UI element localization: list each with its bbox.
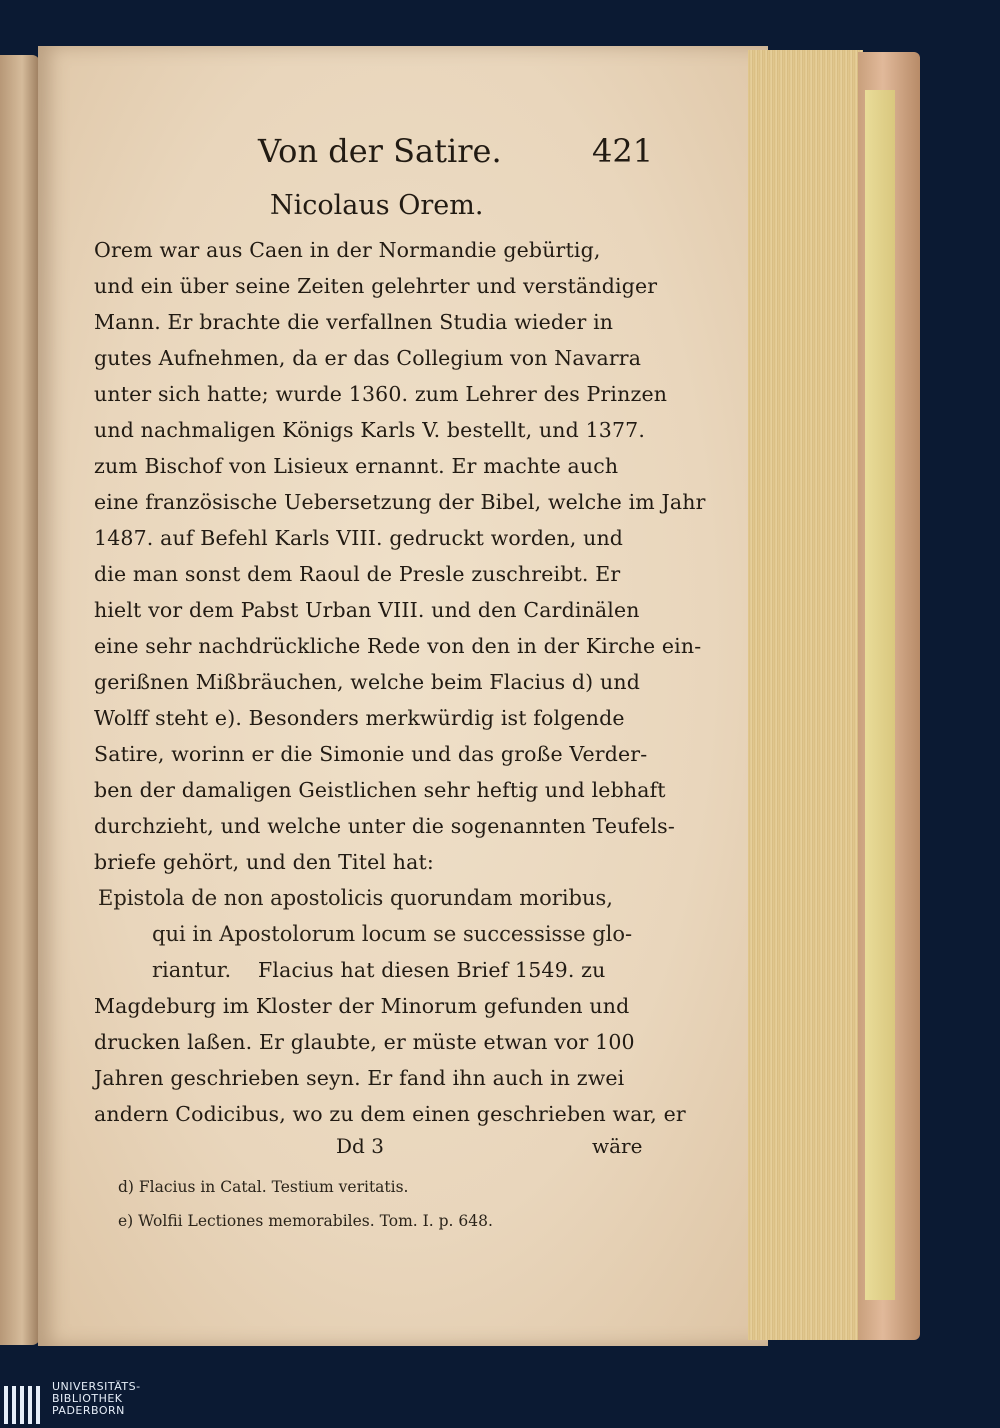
library-footer-bar — [0, 1378, 1000, 1428]
latin-line: Epistola de non apostolicis quorundam moribus, — [98, 886, 613, 910]
footnote: d) Flacius in Catal. Testium veritatis. — [118, 1178, 409, 1196]
body-line: andern Codicibus, wo zu dem einen geschrieben war, er — [94, 1102, 686, 1126]
body-line: die man sonst dem Raoul de Presle zuschreibt. Er — [94, 562, 621, 586]
body-line: Magdeburg im Kloster der Minorum gefunden und — [94, 994, 630, 1018]
body-line: Orem war aus Caen in der Normandie gebürtig, — [94, 238, 601, 262]
body-line: gutes Aufnehmen, da er das Collegium von Navarra — [94, 346, 642, 370]
signature-mark: Dd 3 — [336, 1134, 384, 1158]
body-line: eine französische Uebersetzung der Bibel, welche im Jahr — [94, 490, 706, 514]
body-line: Satire, worinn er die Simonie und das große Verder- — [94, 742, 648, 766]
latin-line: riantur. — [152, 958, 232, 982]
library-name-line: BIBLIOTHEK — [52, 1392, 123, 1405]
body-line: ben der damaligen Geistlichen sehr heftig und lebhaft — [94, 778, 666, 802]
footnote: e) Wolfii Lectiones memorabiles. Tom. I. p. 648. — [118, 1212, 493, 1230]
body-line: unter sich hatte; wurde 1360. zum Lehrer des Prinzen — [94, 382, 668, 406]
body-line: drucken laßen. Er glaubte, er müste etwan vor 100 — [94, 1030, 635, 1054]
body-line: eine sehr nachdrückliche Rede von den in der Kirche ein- — [94, 634, 702, 658]
section-title: Nicolaus Orem. — [270, 190, 484, 221]
library-name — [52, 1381, 141, 1417]
body-line: durchzieht, und welche unter die sogenannten Teufels- — [94, 814, 675, 838]
body-line: 1487. auf Befehl Karls VIII. gedruckt worden, und — [94, 526, 624, 550]
body-line: Wolff steht e). Besonders merkwürdig ist folgende — [94, 706, 625, 730]
body-line: briefe gehört, und den Titel hat: — [94, 850, 434, 874]
body-line: und nachmaligen Königs Karls V. bestellt, und 1377. — [94, 418, 646, 442]
catchword: wäre — [592, 1134, 643, 1158]
running-head: Von der Satire. — [258, 132, 502, 170]
body-line: und ein über seine Zeiten gelehrter und verständiger — [94, 274, 658, 298]
book-cover-paper — [865, 90, 895, 1300]
latin-line: qui in Apostolorum locum se successisse glo- — [152, 922, 633, 946]
body-line: Mann. Er brachte die verfallnen Studia wieder in — [94, 310, 614, 334]
body-line: Flacius hat diesen Brief 1549. zu — [258, 958, 606, 982]
body-line: zum Bischof von Lisieux ernannt. Er machte auch — [94, 454, 619, 478]
previous-page-edge — [0, 55, 40, 1345]
library-name-line: PADERBORN — [52, 1404, 125, 1417]
library-name-line: UNIVERSITÄTS- — [52, 1380, 141, 1393]
body-line: hielt vor dem Pabst Urban VIII. und den Cardinälen — [94, 598, 640, 622]
page-stack-edge — [748, 50, 863, 1340]
library-logo-icon — [0, 1378, 46, 1428]
page-number: 421 — [592, 132, 654, 170]
body-line: Jahren geschrieben seyn. Er fand ihn auch in zwei — [94, 1066, 625, 1090]
body-line: gerißnen Mißbräuchen, welche beim Flacius d) und — [94, 670, 640, 694]
